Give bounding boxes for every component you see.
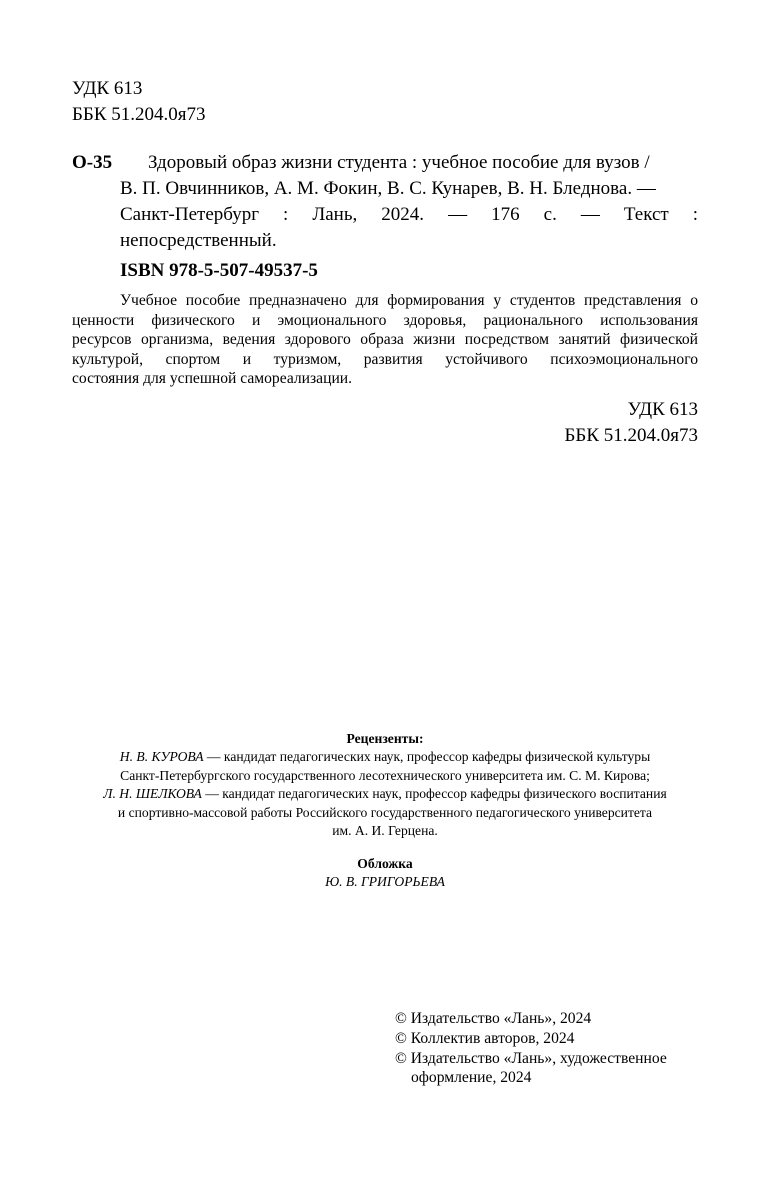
cover-credit	[60, 855, 710, 892]
copyright-block	[395, 1009, 667, 1088]
cover-designer: Ю. В. ГРИГОРЬЕВА	[325, 874, 445, 890]
classification-right	[565, 397, 698, 449]
copyright-line: оформление, 2024	[411, 1069, 532, 1087]
reviewer-description: — кандидат педагогических наук, профессор кафедры физической культуры	[203, 749, 651, 765]
abstract-line: ценности физического и эмоционального здоровья, рационального использования	[72, 311, 698, 329]
reviewers-heading: Рецензенты:	[346, 731, 424, 746]
abstract-line: Учебное пособие предназначено для формирования у студентов представления о	[120, 292, 698, 309]
copyright-line: © Коллектив авторов, 2024	[395, 1029, 575, 1047]
entry-line: непосредственный.	[120, 230, 277, 251]
bbk-code: ББК 51.204.0я73	[564, 425, 698, 446]
copyright-line: © Издательство «Лань», 2024	[395, 1010, 592, 1027]
entry-body	[120, 176, 698, 254]
entry-title-line: Здоровый образ жизни студента : учебное пособие для вузов /	[148, 152, 650, 173]
cover-heading: Обложка	[357, 856, 413, 871]
reviewer-description: — кандидат педагогических наук, профессор кафедры физического воспитания	[201, 786, 667, 802]
reviewers-block	[60, 730, 710, 840]
abstract-line: ресурсов организма, ведения здорового образа жизни посредством занятий физической	[72, 331, 698, 349]
isbn: ISBN 978-5-507-49537-5	[120, 260, 318, 281]
abstract-line: состояния для успешной самореализации.	[72, 370, 353, 388]
reviewer-line: и спортивно-массовой работы Российского государственного педагогического университета	[117, 804, 653, 820]
abstract-line: культурой, спортом и туризмом, развития устойчивого психоэмоционального	[72, 350, 698, 368]
reviewer-line: им. А. И. Герцена.	[332, 823, 438, 839]
entry-line: Санкт-Петербург : Лань, 2024. — 176 с. — Текст :	[120, 204, 698, 225]
reviewer-name: Л. Н. ШЕЛКОВА	[103, 786, 202, 802]
udk-code: УДК 613	[627, 399, 698, 420]
author-sign: О-35	[72, 152, 113, 173]
copyright-line: © Издательство «Лань», художественное	[395, 1049, 667, 1067]
abstract	[72, 291, 698, 389]
classification-top	[72, 76, 205, 128]
udk-code: УДК 613	[72, 78, 143, 99]
bbk-code: ББК 51.204.0я73	[72, 104, 206, 125]
reviewer-line: Санкт-Петербургского государственного лесотехнического университета им. С. М. Кирова;	[120, 767, 650, 783]
entry-line: В. П. Овчинников, А. М. Фокин, В. С. Кунарев, В. Н. Бледнова. —	[120, 178, 656, 199]
reviewer-line	[60, 748, 710, 766]
reviewer-name: Н. В. КУРОВА	[119, 749, 204, 765]
reviewer-line	[60, 785, 710, 803]
